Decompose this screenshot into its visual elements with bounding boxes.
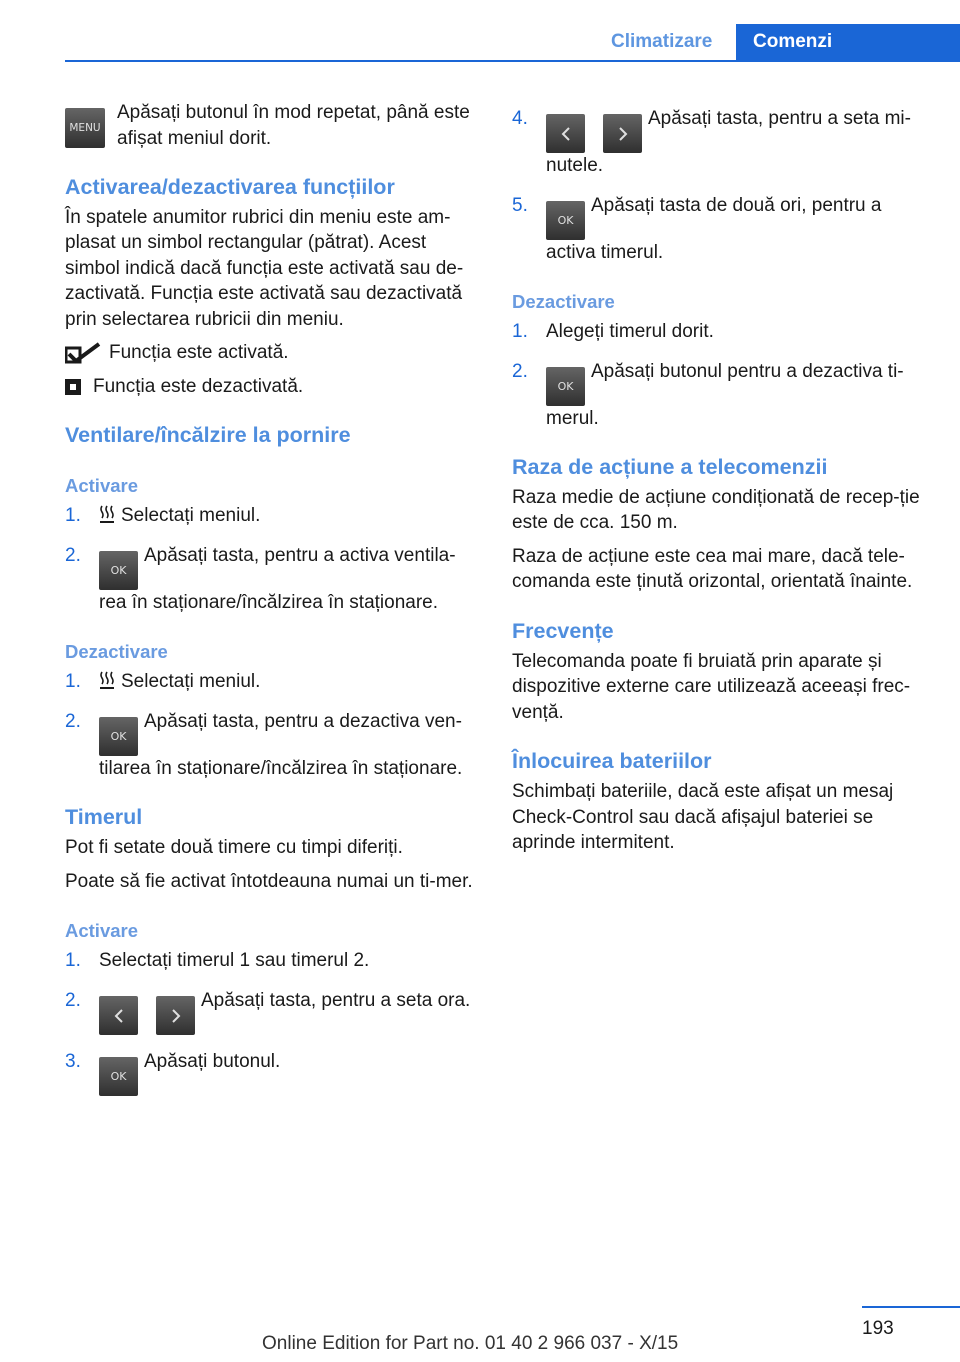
list-item: [65, 669, 480, 695]
list-item: [65, 503, 480, 529]
list-item: [65, 988, 480, 1035]
list-number: 4.: [512, 108, 528, 129]
ok-button-icon: OK: [546, 367, 585, 406]
list-item: [512, 106, 930, 179]
symbol-on-line: [65, 340, 480, 366]
activation-heading: Activarea/dezactivarea funcțiilor: [65, 175, 395, 199]
ok-button-icon: OK: [99, 1057, 138, 1096]
list-text: Apăsați tasta de două ori, pentru a activa timerul.: [546, 194, 882, 263]
symbol-off-text: Funcția este dezactivată.: [93, 375, 304, 397]
symbol-off-line: [65, 374, 480, 400]
heating-icon: [99, 670, 115, 690]
timer-text-2: Poate să fie activat întotdeauna numai un ti-mer.: [65, 870, 473, 892]
arrow-left-icon: [99, 996, 138, 1035]
list-number: 3.: [65, 1050, 81, 1072]
ok-button-icon: OK: [99, 717, 138, 756]
range-text-1: Raza medie de acțiune condiționată de recep-ție este de cca. 150 m.: [512, 486, 920, 534]
symbol-on-text: Funcția este activată.: [109, 342, 289, 364]
frequency-text: Telecomanda poate fi bruiată prin aparate și dispozitive externe care utilizează aceeași frec-vență.: [512, 650, 911, 723]
range-heading: Raza de acțiune a telecomenzii: [512, 455, 828, 480]
vent-dezactivare-heading: Dezactivare: [65, 641, 168, 663]
timer-activare-list: [65, 948, 480, 1096]
menu-button-icon: MENU: [65, 108, 105, 148]
list-number: 1.: [65, 671, 81, 693]
activation-text: În spatele anumitor rubrici din meniu este am-plasat un simbol rectangular (pătrat). Acest simbol indică dacă funcția este activată sau de-zactivată. Funcția este activată sau dezactivată prin selectarea rubricii din meniu.: [65, 206, 464, 330]
dezactivare-list: [512, 319, 930, 431]
header-rule: [65, 60, 960, 62]
list-text: Apăsați tasta, pentru a seta mi-nutele.: [546, 108, 911, 176]
list-item: [512, 193, 930, 266]
ok-button-icon: OK: [546, 201, 585, 240]
list-text: Selectați meniul.: [121, 671, 261, 693]
heating-icon: [99, 504, 115, 524]
range-text-2: Raza de acțiune este cea mai mare, dacă tele-comanda este ținută orizontal, orientată înainte.: [512, 545, 913, 593]
vent-activare-heading: Activare: [65, 475, 139, 497]
right-column: [512, 100, 930, 864]
arrow-right-icon: [603, 114, 642, 153]
list-number: 1.: [65, 505, 81, 527]
arrow-left-icon: [546, 114, 585, 153]
list-item: [512, 319, 930, 345]
list-number: 1.: [65, 950, 81, 972]
timer-activare-heading: Activare: [65, 920, 139, 942]
list-number: 2.: [512, 360, 528, 382]
list-number: 2.: [65, 989, 81, 1011]
dezactivare-heading: Dezactivare: [512, 291, 615, 312]
vent-heading: Ventilare/încălzire la pornire: [65, 423, 351, 448]
ok-button-icon: OK: [99, 551, 138, 590]
footer-edition: Online Edition for Part no. 01 40 2 966 037 - X/15: [262, 1333, 679, 1354]
list-item: [65, 1049, 480, 1096]
list-text: Apăsați tasta, pentru a dezactiva ven-tilarea în staționare/încălzirea în staționare.: [99, 710, 463, 779]
list-number: 2.: [65, 710, 81, 732]
menu-intro-text: Apăsați butonul în mod repetat, până este afișat meniul dorit.: [117, 102, 470, 149]
menu-intro: [65, 100, 480, 151]
timer-text-1: Pot fi setate două timere cu timpi diferiți.: [65, 837, 403, 859]
header-section: Climatizare: [611, 31, 713, 52]
list-text: Apăsați butonul pentru a dezactiva ti-merul.: [546, 360, 904, 429]
list-item: [65, 543, 480, 616]
footer-rule: [862, 1306, 960, 1308]
list-item: [65, 948, 480, 974]
battery-heading: Înlocuirea bateriilor: [512, 749, 712, 774]
list-text: Alegeți timerul dorit.: [546, 321, 714, 343]
left-column: [65, 100, 480, 1110]
list-text: Apăsați tasta, pentru a activa ventila-rea în staționare/încălzirea în staționare.: [99, 544, 456, 613]
vent-dezactivare-list: [65, 669, 480, 781]
battery-text: Schimbați bateriile, dacă este afișat un mesaj Check-Control sau dacă afișajul bateriei se aprinde intermitent.: [512, 781, 894, 854]
timer-heading: Timerul: [65, 805, 143, 830]
list-text: Selectați meniul.: [121, 505, 261, 527]
list-number: 2.: [65, 544, 81, 566]
frequency-heading: Frecvențe: [512, 618, 614, 643]
list-number: 5.: [512, 194, 528, 216]
list-text: Apăsați butonul.: [144, 1050, 281, 1072]
page-number: 193: [862, 1318, 894, 1339]
checkbox-checked-icon: [65, 342, 101, 364]
list-number: 1.: [512, 321, 528, 343]
list-item: [65, 709, 480, 782]
checkbox-empty-icon: [65, 379, 81, 395]
list-item: [512, 359, 930, 432]
list-text: Selectați timerul 1 sau timerul 2.: [99, 950, 370, 972]
vent-activare-list: [65, 503, 480, 615]
list-text: Apăsați tasta, pentru a seta ora.: [201, 989, 471, 1011]
header-tab: Comenzi: [736, 24, 960, 62]
timer-continued-list: [512, 106, 930, 265]
arrow-right-icon: [156, 996, 195, 1035]
